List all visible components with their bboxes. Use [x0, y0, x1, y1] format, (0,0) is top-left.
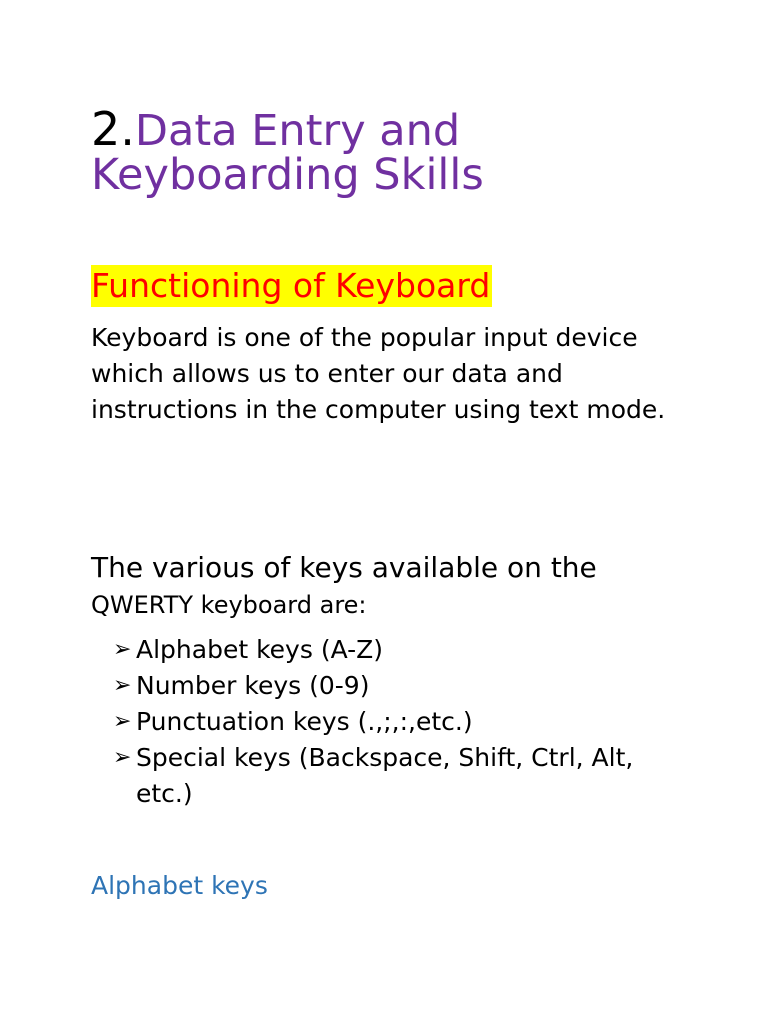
section-heading: Functioning of Keyboard [91, 266, 491, 305]
list-item [113, 740, 673, 812]
page-title [91, 102, 691, 200]
list-item-text: Special keys (Backspace, Shift, Ctrl, Alt, etc.) [136, 743, 634, 808]
keys-intro-line2: QWERTY keyboard are: [91, 591, 367, 619]
list-item-text: Alphabet keys (A-Z) [136, 635, 384, 664]
keys-intro-paragraph [91, 549, 691, 623]
list-item-text: Punctuation keys (.,;,:,etc.) [136, 707, 473, 736]
arrowhead-bullet-icon: ➢ [113, 709, 132, 734]
title-text: Data Entry and Keyboarding Skills [91, 106, 484, 200]
title-number: 2. [91, 102, 135, 156]
list-item [113, 632, 673, 668]
key-types-list [113, 632, 673, 812]
arrowhead-bullet-icon: ➢ [113, 637, 132, 662]
list-item [113, 668, 673, 704]
intro-paragraph: Keyboard is one of the popular input device which allows us to enter our data and instructions in the computer using text mode. [91, 323, 666, 424]
list-item-text: Number keys (0-9) [136, 671, 370, 700]
list-item [113, 704, 673, 740]
arrowhead-bullet-icon: ➢ [113, 673, 132, 698]
keys-intro-line1: The various of keys available on the [91, 551, 597, 584]
arrowhead-bullet-icon: ➢ [113, 745, 132, 770]
subsection-heading: Alphabet keys [91, 871, 268, 900]
